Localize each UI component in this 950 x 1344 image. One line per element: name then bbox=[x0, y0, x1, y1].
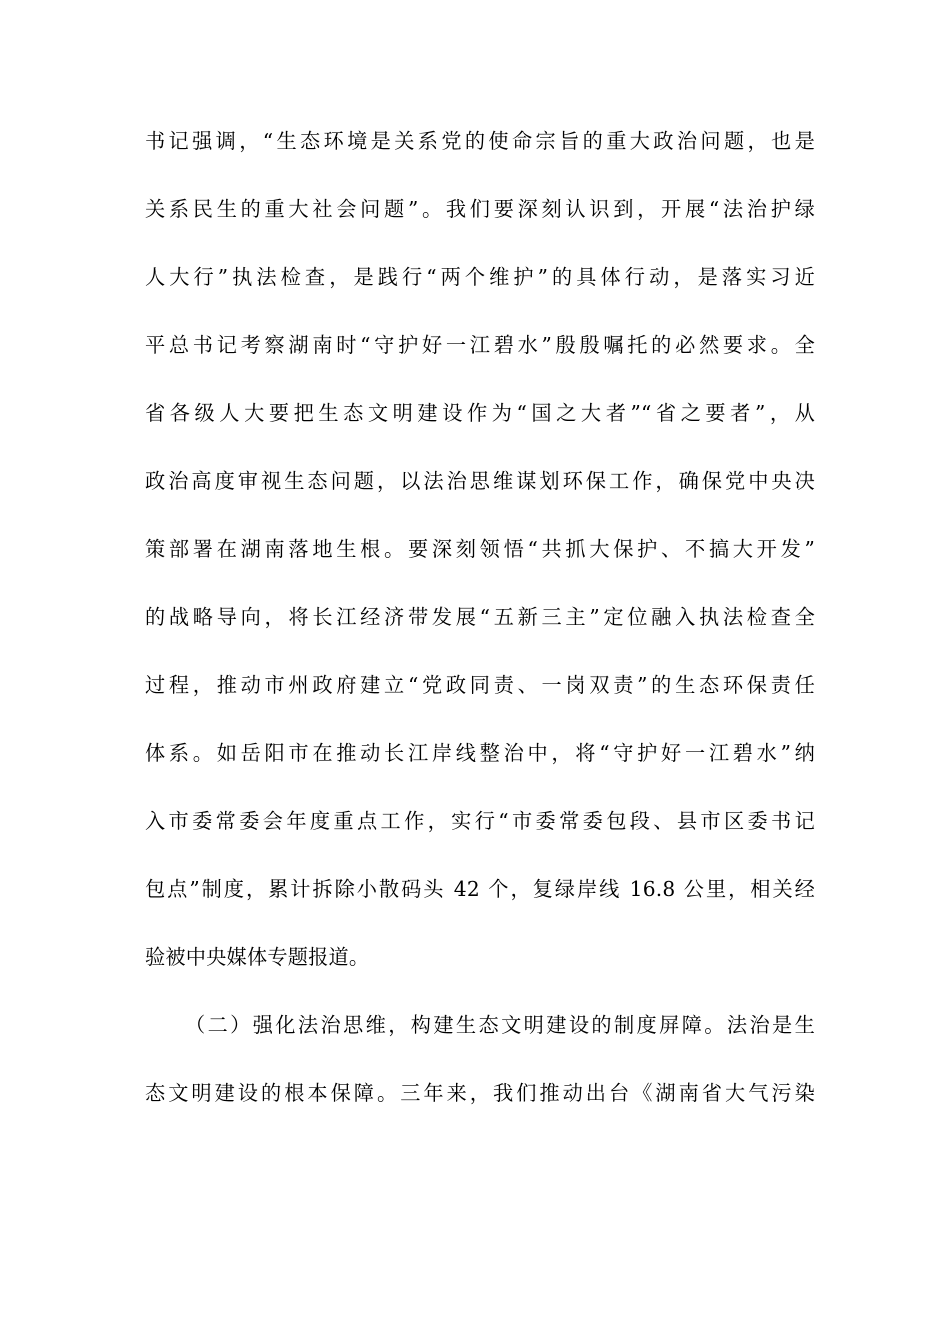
text-line: 的战略导向，将长江经济带发展“五新三主”定位融入执法检查全 bbox=[145, 605, 815, 629]
text-line: 关系民生的重大社会问题”。我们要深刻认识到，开展“法治护绿 bbox=[145, 197, 815, 221]
text-line: 人大行”执法检查，是践行“两个维护”的具体行动，是落实习近 bbox=[145, 265, 815, 289]
section-heading-line: （二）强化法治思维，构建生态文明建设的制度屏障。法治是生 bbox=[185, 1013, 815, 1037]
text-line: 态文明建设的根本保障。三年来，我们推动出台《湖南省大气污染 bbox=[145, 1081, 815, 1105]
body-text bbox=[145, 122, 815, 1142]
text-line: 体系。如岳阳市在推动长江岸线整治中，将“守护好一江碧水”纳 bbox=[145, 741, 815, 765]
text-line: 政治高度审视生态问题，以法治思维谋划环保工作，确保党中央决 bbox=[145, 469, 815, 493]
text-line: 过程，推动市州政府建立“党政同责、一岗双责”的生态环保责任 bbox=[145, 673, 815, 697]
text-line: 入市委常委会年度重点工作，实行“市委常委包段、县市区委书记 bbox=[145, 809, 815, 833]
paragraph-end-line: 验被中央媒体专题报道。 bbox=[145, 945, 370, 969]
text-line: 策部署在湖南落地生根。要深刻领悟“共抓大保护、不搞大开发” bbox=[145, 537, 815, 561]
text-line: 平总书记考察湖南时“守护好一江碧水”殷殷嘱托的必然要求。全 bbox=[145, 333, 815, 357]
text-line: 省各级人大要把生态文明建设作为“国之大者”“省之要者”，从 bbox=[145, 401, 815, 425]
text-line: 包点”制度，累计拆除小散码头 42 个，复绿岸线 16.8 公里，相关经 bbox=[145, 877, 815, 901]
text-line: 书记强调，“生态环境是关系党的使命宗旨的重大政治问题，也是 bbox=[145, 129, 815, 153]
